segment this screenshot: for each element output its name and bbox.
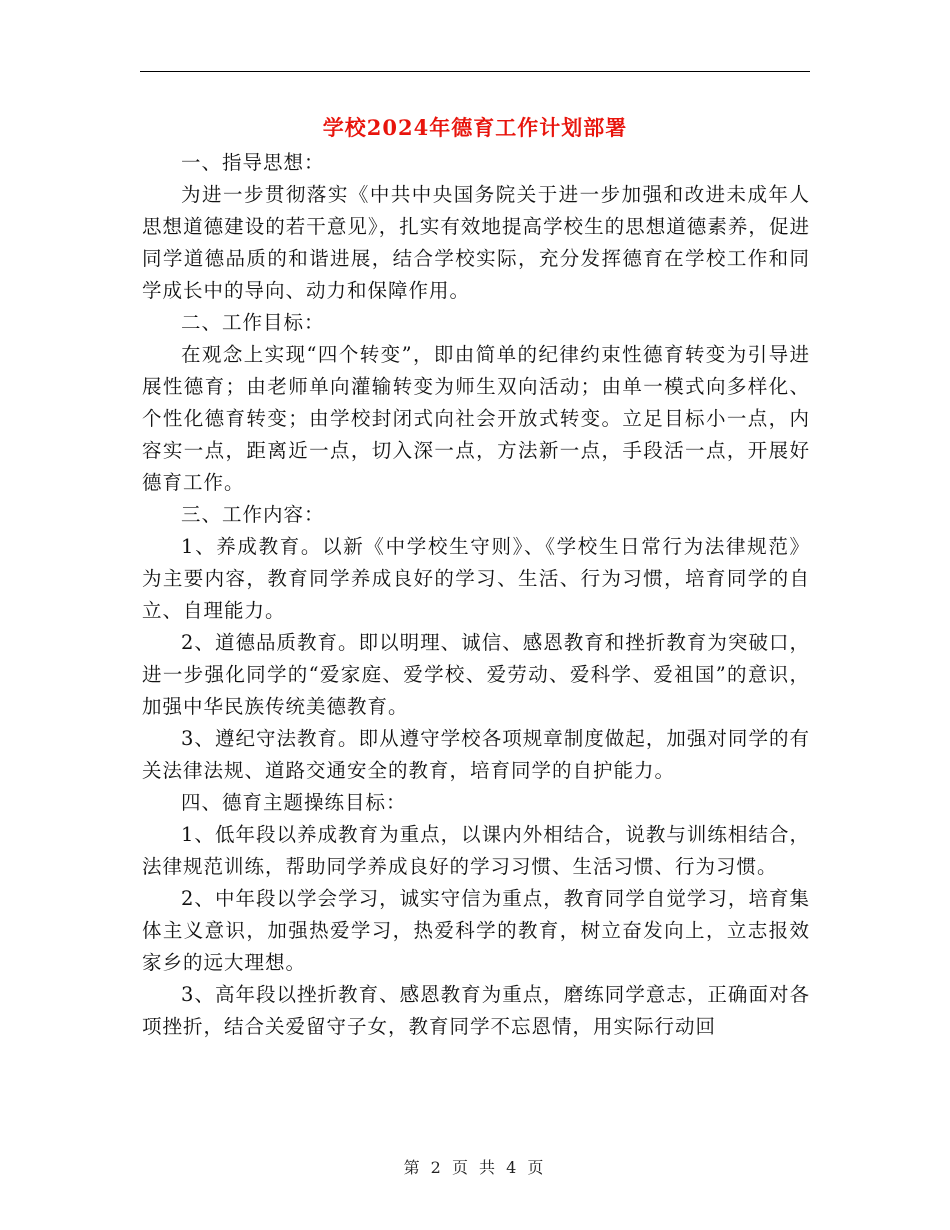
header-rule xyxy=(140,71,810,72)
paragraph: 1、养成教育。以新《中学校生守则》、《学校生日常行为法律规范》为主要内容，教育同学养成良好的学习、生活、行为习惯，培育同学的自立、自理能力。 xyxy=(142,535,810,622)
paragraph: 3、遵纪守法教育。即从遵守学校各项规章制度做起，加强对同学的有关法律法规、道路交通安全的教育，培育同学的自护能力。 xyxy=(142,727,810,782)
section-heading: 三、工作内容： xyxy=(181,503,325,526)
paragraph: 2、中年段以学会学习，诚实守信为重点，教育同学自觉学习，培育集体主义意识，加强热爱学习，热爱科学的教育，树立奋发向上，立志报效家乡的远大理想。 xyxy=(142,887,810,974)
paragraph: 2、道德品质教育。即以明理、诚信、感恩教育和挫折教育为突破口，进一步强化同学的“爱家庭、爱学校、爱劳动、爱科学、爱祖国”的意识，加强中华民族传统美德教育。 xyxy=(142,631,810,718)
page-number: 第 2 页 共 4 页 xyxy=(403,1158,547,1177)
document-body xyxy=(142,147,810,1043)
paragraph: 在观念上实现“四个转变”，即由简单的纪律约束性德育转变为引导进展性德育；由老师单向灌输转变为师生双向活动；由单一模式向多样化、个性化德育转变；由学校封闭式向社会开放式转变。立足目标小一点，内容实一点，距离近一点，切入深一点，方法新一点，手段活一点，开展好德育工作。 xyxy=(142,343,810,494)
paragraph: 1、低年段以养成教育为重点，以课内外相结合，说教与训练相结合，法律规范训练，帮助同学养成良好的学习习惯、生活习惯、行为习惯。 xyxy=(142,823,810,878)
paragraph: 为进一步贯彻落实《中共中央国务院关于进一步加强和改进未成年人思想道德建设的若干意见》，扎实有效地提高学校生的思想道德素养，促进同学道德品质的和谐进展，结合学校实际，充分发挥德育在学校工作和同学成长中的导向、动力和保障作用。 xyxy=(142,183,810,302)
section-heading: 四、德育主题操练目标： xyxy=(181,791,407,814)
document-title: 学校2024年德育工作计划部署 xyxy=(322,115,628,140)
section-heading: 一、指导思想： xyxy=(181,151,325,174)
section-heading: 二、工作目标： xyxy=(181,311,325,334)
paragraph: 3、高年段以挫折教育、感恩教育为重点，磨练同学意志，正确面对各项挫折，结合关爱留守子女，教育同学不忘恩情，用实际行动回 xyxy=(142,983,810,1038)
